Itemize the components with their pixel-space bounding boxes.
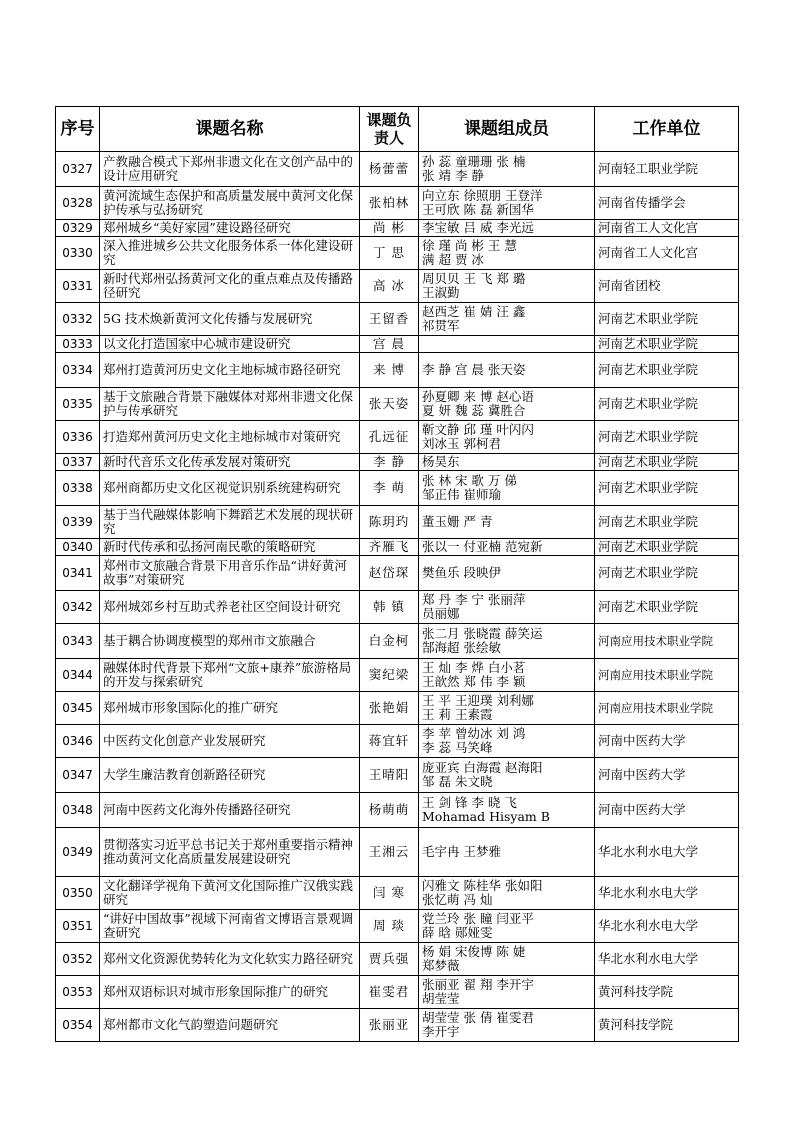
table-row [56, 692, 739, 725]
cell-leader: 张柏林 [360, 187, 419, 220]
header-title: 课题名称 [100, 107, 360, 152]
cell-members: 孙夏卿 来 博 赵心语 夏 妍 魏 蕊 冀胜合 [419, 388, 595, 421]
table-row [56, 556, 739, 591]
table-row [56, 336, 739, 353]
cell-members: 李宝敏 吕 威 李光远 [419, 220, 595, 237]
table-row [56, 659, 739, 692]
cell-title: 融媒体时代背景下郑州“文旅+康养”旅游格局的开发与探索研究 [100, 659, 360, 692]
table-row [56, 976, 739, 1009]
header-unit: 工作单位 [595, 107, 739, 152]
cell-title: 郑州双语标识对城市形象国际推广的研究 [100, 976, 360, 1009]
cell-no: 0333 [56, 336, 100, 353]
cell-no: 0349 [56, 828, 100, 877]
cell-members: 王 平 王迎璞 刘利娜 王 莉 王素霞 [419, 692, 595, 725]
header-no: 序号 [56, 107, 100, 152]
cell-unit: 河南艺术职业学院 [595, 454, 739, 471]
cell-members: 王 灿 李 烨 白小茗 王歆然 郑 伟 李 颖 [419, 659, 595, 692]
cell-no: 0350 [56, 877, 100, 910]
cell-unit: 河南艺术职业学院 [595, 556, 739, 591]
cell-members: 董玉姗 严 青 [419, 506, 595, 539]
cell-members: 张二月 张晓霞 薛笑运 郜海超 张绘敏 [419, 624, 595, 659]
cell-title: 郑州打造黄河历史文化主地标城市路径研究 [100, 353, 360, 388]
cell-unit: 华北水利水电大学 [595, 910, 739, 943]
cell-title: 5G 技术焕新黄河文化传播与发展研究 [100, 303, 360, 336]
cell-title: 打造郑州黄河历史文化主地标城市对策研究 [100, 421, 360, 454]
cell-leader: 张艳娟 [360, 692, 419, 725]
table-row [56, 421, 739, 454]
table-row [56, 591, 739, 624]
cell-title: 深入推进城乡公共文化服务体系一体化建设研究 [100, 237, 360, 270]
cell-leader: 孔远征 [360, 421, 419, 454]
cell-title: 新时代音乐文化传承发展对策研究 [100, 454, 360, 471]
cell-leader: 赵岱琛 [360, 556, 419, 591]
cell-members: 孙 蕊 童珊珊 张 楠 张 靖 李 静 [419, 152, 595, 187]
table-row [56, 910, 739, 943]
cell-title: 基于文旅融合背景下融媒体对郑州非遗文化保护与传承研究 [100, 388, 360, 421]
cell-no: 0335 [56, 388, 100, 421]
cell-unit: 河南中医药大学 [595, 793, 739, 828]
cell-leader: 杨萌萌 [360, 793, 419, 828]
cell-members: 杨昊东 [419, 454, 595, 471]
cell-no: 0327 [56, 152, 100, 187]
table-body [56, 152, 739, 1042]
cell-no: 0343 [56, 624, 100, 659]
table-row [56, 828, 739, 877]
table-row [56, 187, 739, 220]
table-row [56, 624, 739, 659]
cell-unit: 华北水利水电大学 [595, 877, 739, 910]
cell-unit: 河南艺术职业学院 [595, 303, 739, 336]
cell-members: 李 静 宫 晨 张天姿 [419, 353, 595, 388]
cell-leader: 周 琰 [360, 910, 419, 943]
cell-leader: 窦纪梁 [360, 659, 419, 692]
cell-title: 基于耦合协调度模型的郑州市文旅融合 [100, 624, 360, 659]
cell-leader: 陈玥玓 [360, 506, 419, 539]
table-row [56, 454, 739, 471]
cell-title: 产教融合模式下郑州非遗文化在文创产品中的设计应用研究 [100, 152, 360, 187]
cell-leader: 来 博 [360, 353, 419, 388]
cell-leader: 王湘云 [360, 828, 419, 877]
cell-unit: 河南应用技术职业学院 [595, 624, 739, 659]
cell-title: 河南中医药文化海外传播路径研究 [100, 793, 360, 828]
cell-no: 0347 [56, 758, 100, 793]
cell-no: 0348 [56, 793, 100, 828]
table-row [56, 539, 739, 556]
cell-leader: 蒋宜轩 [360, 725, 419, 758]
cell-unit: 河南艺术职业学院 [595, 336, 739, 353]
cell-unit: 河南中医药大学 [595, 725, 739, 758]
cell-leader: 张丽亚 [360, 1009, 419, 1042]
cell-title: 基于当代融媒体影响下舞蹈艺术发展的现状研究 [100, 506, 360, 539]
cell-no: 0351 [56, 910, 100, 943]
cell-title: 大学生廉洁教育创新路径研究 [100, 758, 360, 793]
cell-no: 0353 [56, 976, 100, 1009]
cell-leader: 崔雯君 [360, 976, 419, 1009]
cell-unit: 黄河科技学院 [595, 1009, 739, 1042]
cell-no: 0331 [56, 270, 100, 303]
cell-unit: 河南艺术职业学院 [595, 471, 739, 506]
cell-title: 郑州商都历史文化区视觉识别系统建构研究 [100, 471, 360, 506]
cell-no: 0342 [56, 591, 100, 624]
table-row [56, 758, 739, 793]
cell-no: 0340 [56, 539, 100, 556]
cell-no: 0334 [56, 353, 100, 388]
cell-leader: 贾兵强 [360, 943, 419, 976]
table-row [56, 725, 739, 758]
cell-leader: 尚 彬 [360, 220, 419, 237]
cell-unit: 河南艺术职业学院 [595, 388, 739, 421]
table-row [56, 220, 739, 237]
table-row [56, 388, 739, 421]
cell-members: 王 剑 锋 李 晓 飞 Mohamad Hisyam B [419, 793, 595, 828]
cell-unit: 河南艺术职业学院 [595, 539, 739, 556]
cell-members: 李 苹 曾幼冰 刘 鸿 李 蕊 马笑峰 [419, 725, 595, 758]
cell-no: 0330 [56, 237, 100, 270]
cell-members: 周贝贝 王 飞 郑 璐 王淑勤 [419, 270, 595, 303]
cell-leader: 韩 镇 [360, 591, 419, 624]
cell-no: 0341 [56, 556, 100, 591]
cell-no: 0337 [56, 454, 100, 471]
cell-members: 张 林 宋 歌 万 俤 邹正伟 崔师瑜 [419, 471, 595, 506]
cell-leader: 闫 寒 [360, 877, 419, 910]
cell-title: 郑州城乡“美好家园”建设路径研究 [100, 220, 360, 237]
cell-unit: 河南应用技术职业学院 [595, 659, 739, 692]
cell-title: 以文化打造国家中心城市建设研究 [100, 336, 360, 353]
cell-members: 赵西芝 崔 婧 汪 鑫 祁贯军 [419, 303, 595, 336]
cell-leader: 高 冰 [360, 270, 419, 303]
cell-leader: 张天姿 [360, 388, 419, 421]
cell-unit: 河南应用技术职业学院 [595, 692, 739, 725]
cell-title: 郑州城市形象国际化的推广研究 [100, 692, 360, 725]
cell-members: 樊鱼乐 段映伊 [419, 556, 595, 591]
header-leader: 课题负责人 [360, 107, 419, 152]
cell-leader: 李 静 [360, 454, 419, 471]
cell-leader: 杨蕾蕾 [360, 152, 419, 187]
cell-no: 0346 [56, 725, 100, 758]
table-row [56, 877, 739, 910]
cell-no: 0352 [56, 943, 100, 976]
cell-members: 闪雅文 陈桂华 张如阳 张忆萌 冯 灿 [419, 877, 595, 910]
cell-no: 0339 [56, 506, 100, 539]
cell-title: 文化翻译学视角下黄河文化国际推广汉俄实践研究 [100, 877, 360, 910]
cell-no: 0329 [56, 220, 100, 237]
cell-no: 0345 [56, 692, 100, 725]
cell-members: 徐 瑾 尚 彬 王 慧 满 超 贾 冰 [419, 237, 595, 270]
cell-members [419, 336, 595, 353]
cell-leader: 李 萌 [360, 471, 419, 506]
cell-unit: 河南省工人文化宫 [595, 237, 739, 270]
cell-unit: 华北水利水电大学 [595, 828, 739, 877]
cell-title: 中医药文化创意产业发展研究 [100, 725, 360, 758]
cell-leader: 王留香 [360, 303, 419, 336]
table-row [56, 237, 739, 270]
cell-leader: 丁 思 [360, 237, 419, 270]
cell-title: 黄河流域生态保护和高质量发展中黄河文化保护传承与弘扬研究 [100, 187, 360, 220]
cell-members: 张以一 付亚楠 范宛新 [419, 539, 595, 556]
cell-title: 郑州城郊乡村互助式养老社区空间设计研究 [100, 591, 360, 624]
cell-members: 庞亚宾 白海霞 赵海阳 邹 磊 朱文晓 [419, 758, 595, 793]
cell-members: 杨 娟 宋俊博 陈 婕 郑梦薇 [419, 943, 595, 976]
cell-members: 向立东 徐照朋 王登洋 王可欣 陈 磊 新国华 [419, 187, 595, 220]
cell-members: 张丽亚 翟 翔 李开宇 胡莹莹 [419, 976, 595, 1009]
cell-unit: 河南艺术职业学院 [595, 591, 739, 624]
cell-title: 新时代郑州弘扬黄河文化的重点难点及传播路径研究 [100, 270, 360, 303]
cell-unit: 河南省传播学会 [595, 187, 739, 220]
cell-members: 毛宇冉 王梦雅 [419, 828, 595, 877]
cell-leader: 王晴阳 [360, 758, 419, 793]
cell-no: 0332 [56, 303, 100, 336]
cell-title: 贯彻落实习近平总书记关于郑州重要指示精神 推动黄河文化高质量发展建设研究 [100, 828, 360, 877]
table-row [56, 471, 739, 506]
table-row [56, 303, 739, 336]
cell-no: 0336 [56, 421, 100, 454]
cell-unit: 河南中医药大学 [595, 758, 739, 793]
table-row [56, 270, 739, 303]
project-table [55, 106, 739, 1042]
table-row [56, 506, 739, 539]
cell-no: 0338 [56, 471, 100, 506]
cell-title: 郑州市文旅融合背景下用音乐作品“讲好黄河故事”对策研究 [100, 556, 360, 591]
cell-members: 党兰玲 张 瞳 闫亚平 薛 晗 郧娅雯 [419, 910, 595, 943]
header-members: 课题组成员 [419, 107, 595, 152]
cell-no: 0354 [56, 1009, 100, 1042]
table-row [56, 943, 739, 976]
table-row [56, 152, 739, 187]
cell-leader: 宫 晨 [360, 336, 419, 353]
table-row [56, 1009, 739, 1042]
cell-members: 郑 丹 李 宁 张丽萍 员丽娜 [419, 591, 595, 624]
cell-title: 新时代传承和弘扬河南民歌的策略研究 [100, 539, 360, 556]
cell-unit: 黄河科技学院 [595, 976, 739, 1009]
cell-title: “讲好中国故事”视域下河南省文博语言景观调查研究 [100, 910, 360, 943]
header-row [56, 107, 739, 152]
cell-title: 郑州文化资源优势转化为文化软实力路径研究 [100, 943, 360, 976]
cell-members: 胡莹莹 张 倩 崔雯君 李开宇 [419, 1009, 595, 1042]
cell-unit: 河南省工人文化宫 [595, 220, 739, 237]
cell-unit: 河南轻工职业学院 [595, 152, 739, 187]
cell-unit: 河南省团校 [595, 270, 739, 303]
cell-no: 0344 [56, 659, 100, 692]
cell-unit: 河南艺术职业学院 [595, 506, 739, 539]
table-row [56, 353, 739, 388]
cell-leader: 齐雁飞 [360, 539, 419, 556]
cell-unit: 河南艺术职业学院 [595, 421, 739, 454]
cell-leader: 白金柯 [360, 624, 419, 659]
cell-title: 郑州都市文化气韵塑造问题研究 [100, 1009, 360, 1042]
cell-unit: 华北水利水电大学 [595, 943, 739, 976]
cell-unit: 河南艺术职业学院 [595, 353, 739, 388]
table-row [56, 793, 739, 828]
cell-no: 0328 [56, 187, 100, 220]
cell-members: 靳文静 邱 瑾 叶闪闪 刘冰玉 郭柯君 [419, 421, 595, 454]
